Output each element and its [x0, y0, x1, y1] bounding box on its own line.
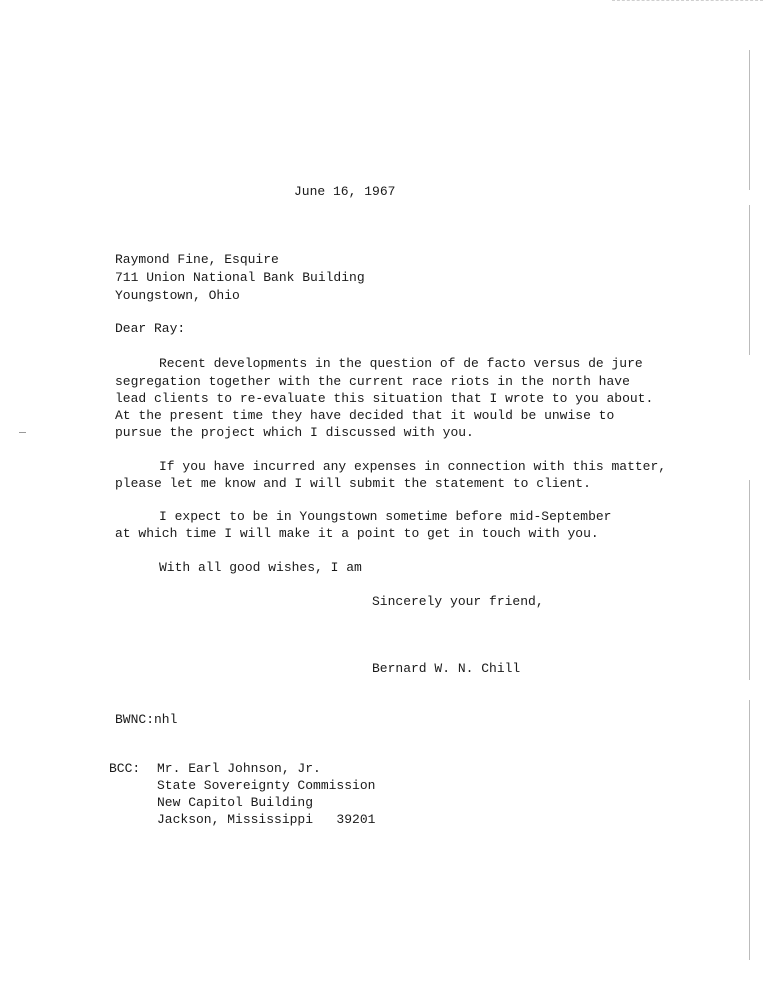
- paragraph-3-line: I expect to be in Youngstown sometime before mid-September: [159, 509, 612, 524]
- reference-initials: BWNC:nhl: [115, 712, 178, 727]
- scan-artifact-edge-2: [749, 205, 750, 355]
- bcc-label: BCC:: [109, 761, 141, 776]
- recipient-address-line-2: Youngstown, Ohio: [115, 288, 240, 303]
- paragraph-1-line: Recent developments in the question of de facto versus de jure: [159, 356, 643, 371]
- recipient-address-line-1: 711 Union National Bank Building: [115, 270, 365, 285]
- paragraph-2-line: If you have incurred any expenses in connection with this matter,: [159, 459, 667, 474]
- bcc-line: Jackson, Mississippi 39201: [157, 812, 376, 827]
- paragraph-1-line: pursue the project which I discussed with you.: [115, 425, 474, 440]
- salutation: Dear Ray:: [115, 321, 186, 336]
- closing: Sincerely your friend,: [372, 594, 544, 609]
- bcc-line: State Sovereignty Commission: [157, 778, 376, 793]
- paragraph-1-line: At the present time they have decided that it would be unwise to: [115, 408, 615, 423]
- scan-artifact-top: [612, 0, 763, 4]
- paragraph-1-line: segregation together with the current race riots in the north have: [115, 374, 630, 389]
- signature-name: Bernard W. N. Chill: [372, 661, 521, 676]
- paragraph-4: With all good wishes, I am: [159, 560, 362, 575]
- paragraph-1-line: lead clients to re-evaluate this situation that I wrote to you about.: [115, 391, 654, 406]
- letter-date: June 16, 1967: [294, 184, 396, 199]
- bcc-line: Mr. Earl Johnson, Jr.: [157, 761, 321, 776]
- scan-artifact-left-tick: [19, 432, 26, 433]
- scan-artifact-edge-1: [749, 50, 750, 190]
- scan-artifact-edge-3: [749, 480, 750, 680]
- scan-artifact-edge-4: [749, 700, 750, 960]
- paragraph-2-line: please let me know and I will submit the statement to client.: [115, 476, 591, 491]
- bcc-line: New Capitol Building: [157, 795, 314, 810]
- paragraph-3-line: at which time I will make it a point to get in touch with you.: [115, 526, 599, 541]
- recipient-name: Raymond Fine, Esquire: [115, 252, 279, 267]
